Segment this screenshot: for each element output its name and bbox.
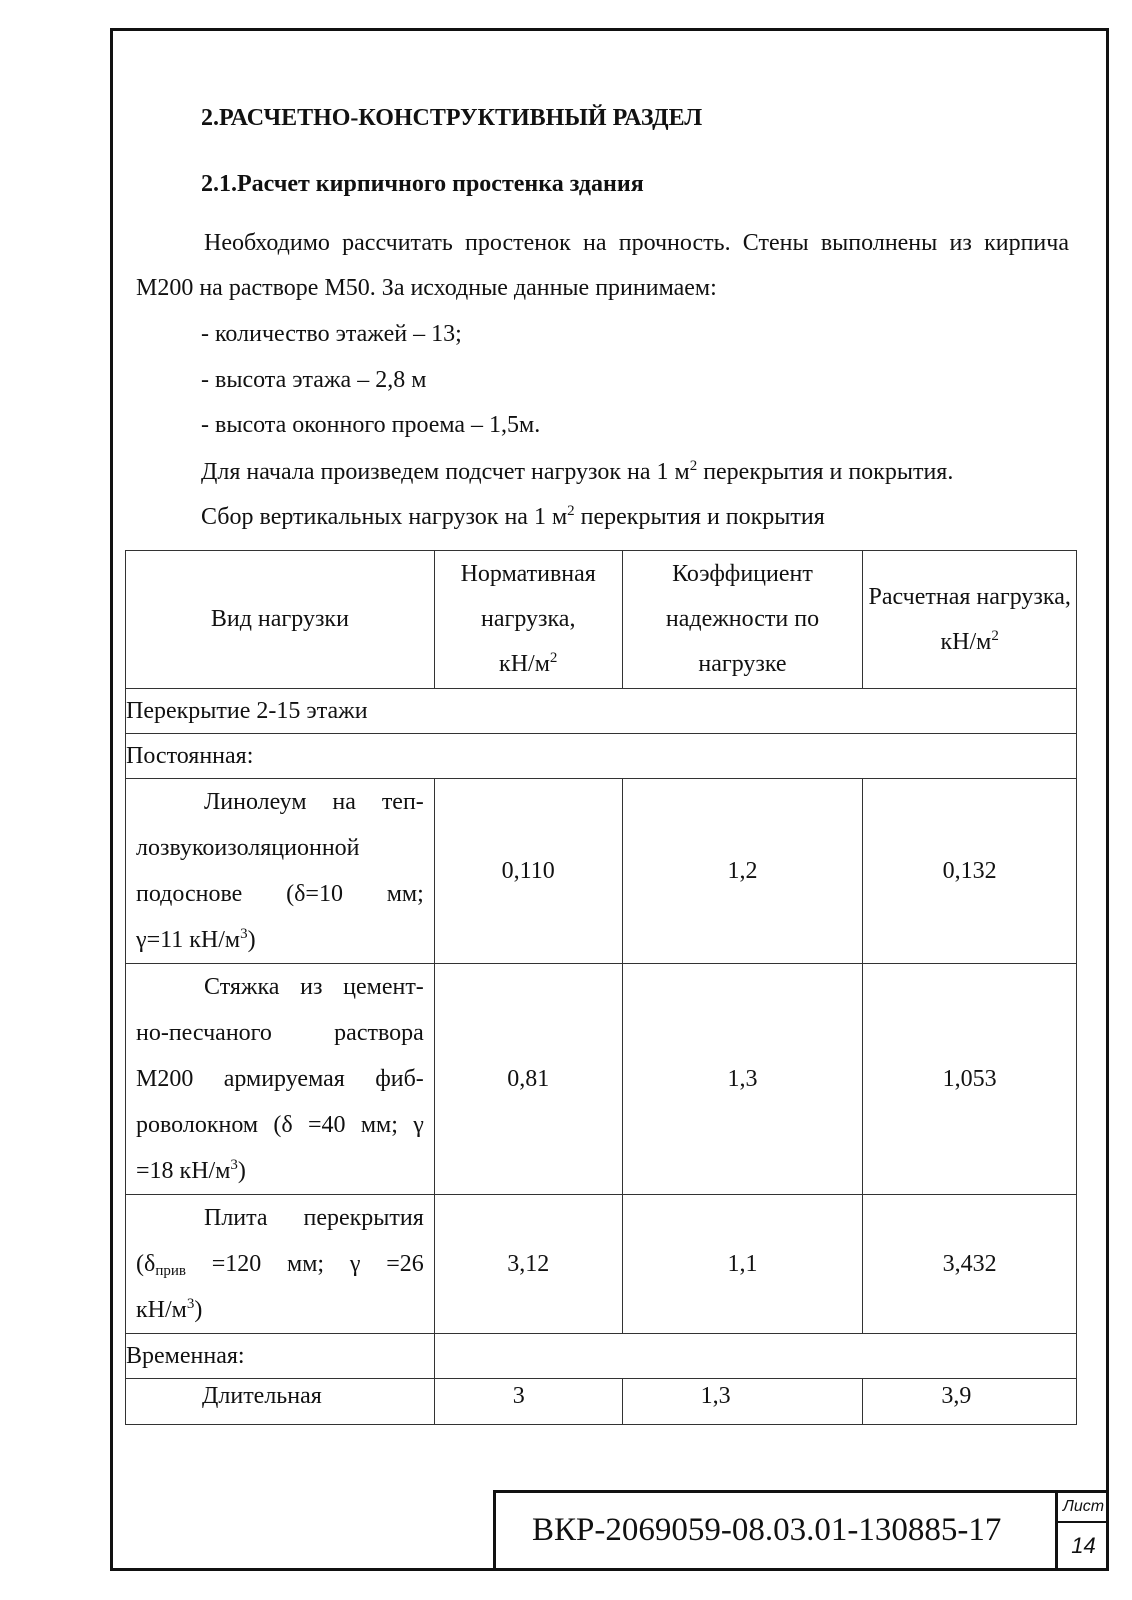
section-temporary-cell: Временная: bbox=[126, 1334, 435, 1379]
header-coefficient: Коэффициент надежности по нагрузке bbox=[622, 551, 863, 689]
empty-cell bbox=[434, 1334, 1076, 1379]
header-load-type: Вид нагрузки bbox=[126, 551, 435, 689]
sheet-number: 14 bbox=[1071, 1533, 1096, 1558]
section-heading: 2.РАСЧЕТНО-КОНСТРУКТИВНЫЙ РАЗДЕЛ bbox=[201, 105, 703, 131]
list-item-floor-height: - высота этажа – 2,8 м bbox=[201, 367, 427, 393]
table-row bbox=[126, 779, 1077, 964]
normative-value: 0,81 bbox=[434, 964, 622, 1195]
load-calc-paragraph: Для начала произведем подсчет нагрузок на 1 $м^2$ перекрытия и покрытия. bbox=[201, 458, 954, 485]
table-row bbox=[126, 1195, 1077, 1334]
table-header-row bbox=[126, 551, 1077, 689]
table-row bbox=[126, 964, 1077, 1195]
coefficient-value: 1,2 bbox=[622, 779, 863, 964]
intro-paragraph: Необходимо рассчитать простенок на прочность. Стены выполнены из кирпича М200 на растворе М50. За исходные данные принимаем: bbox=[136, 230, 1069, 301]
document-code: ВКР-2069059-08.03.01-130885-17 bbox=[532, 1512, 1002, 1548]
section-permanent-cell: Постоянная: bbox=[126, 734, 1077, 779]
coefficient-value: 1,1 bbox=[622, 1195, 863, 1334]
table-row bbox=[126, 734, 1077, 779]
load-description: Плита перекрытия ($\delta_{прив} =120$ мм; γ =26 $кН/м^3$) bbox=[126, 1195, 435, 1334]
table-row bbox=[126, 689, 1077, 734]
header-normative: Нормативная нагрузка, $кН/м^2$ bbox=[434, 551, 622, 689]
table-caption: Сбор вертикальных нагрузок на 1 $м^2$ перекрытия и покрытия bbox=[201, 503, 825, 530]
load-description: Линолеум на теп- лозвукоизоляционной подоснове (δ=10 мм; γ=11 $кН/м^3$) bbox=[126, 779, 435, 964]
sheet-box bbox=[1055, 1493, 1109, 1571]
sheet-label: Лист bbox=[1058, 1493, 1109, 1523]
title-block bbox=[493, 1490, 1109, 1571]
normative-value: 0,110 bbox=[434, 779, 622, 964]
loads-table bbox=[125, 550, 1077, 1425]
table-row bbox=[126, 1379, 1077, 1425]
list-item-window-height: - высота оконного проема – 1,5м. bbox=[201, 412, 541, 438]
design-value: 0,132 bbox=[863, 779, 1077, 964]
design-value: 3,9 bbox=[863, 1379, 1077, 1425]
coefficient-value: 1,3 bbox=[622, 964, 863, 1195]
normative-value: 3 bbox=[434, 1379, 622, 1425]
table-row bbox=[126, 1334, 1077, 1379]
design-value: 1,053 bbox=[863, 964, 1077, 1195]
section-floor-cell: Перекрытие 2-15 этажи bbox=[126, 689, 1077, 734]
normative-value: 3,12 bbox=[434, 1195, 622, 1334]
coefficient-value: 1,3 bbox=[622, 1379, 863, 1425]
long-term-label: Длительная bbox=[126, 1379, 435, 1425]
design-value: 3,432 bbox=[863, 1195, 1077, 1334]
header-design: Расчетная нагрузка, $кН/м^2$ bbox=[863, 551, 1077, 689]
load-description: Стяжка из цемент- но-песчаного раствора М200 армируемая фиб- роволокном (δ =40 мм; γ =18 $кН/м^3$) bbox=[126, 964, 435, 1195]
list-item-floors: - количество этажей – 13; bbox=[201, 321, 462, 347]
subsection-heading: 2.1.Расчет кирпичного простенка здания bbox=[201, 171, 644, 197]
